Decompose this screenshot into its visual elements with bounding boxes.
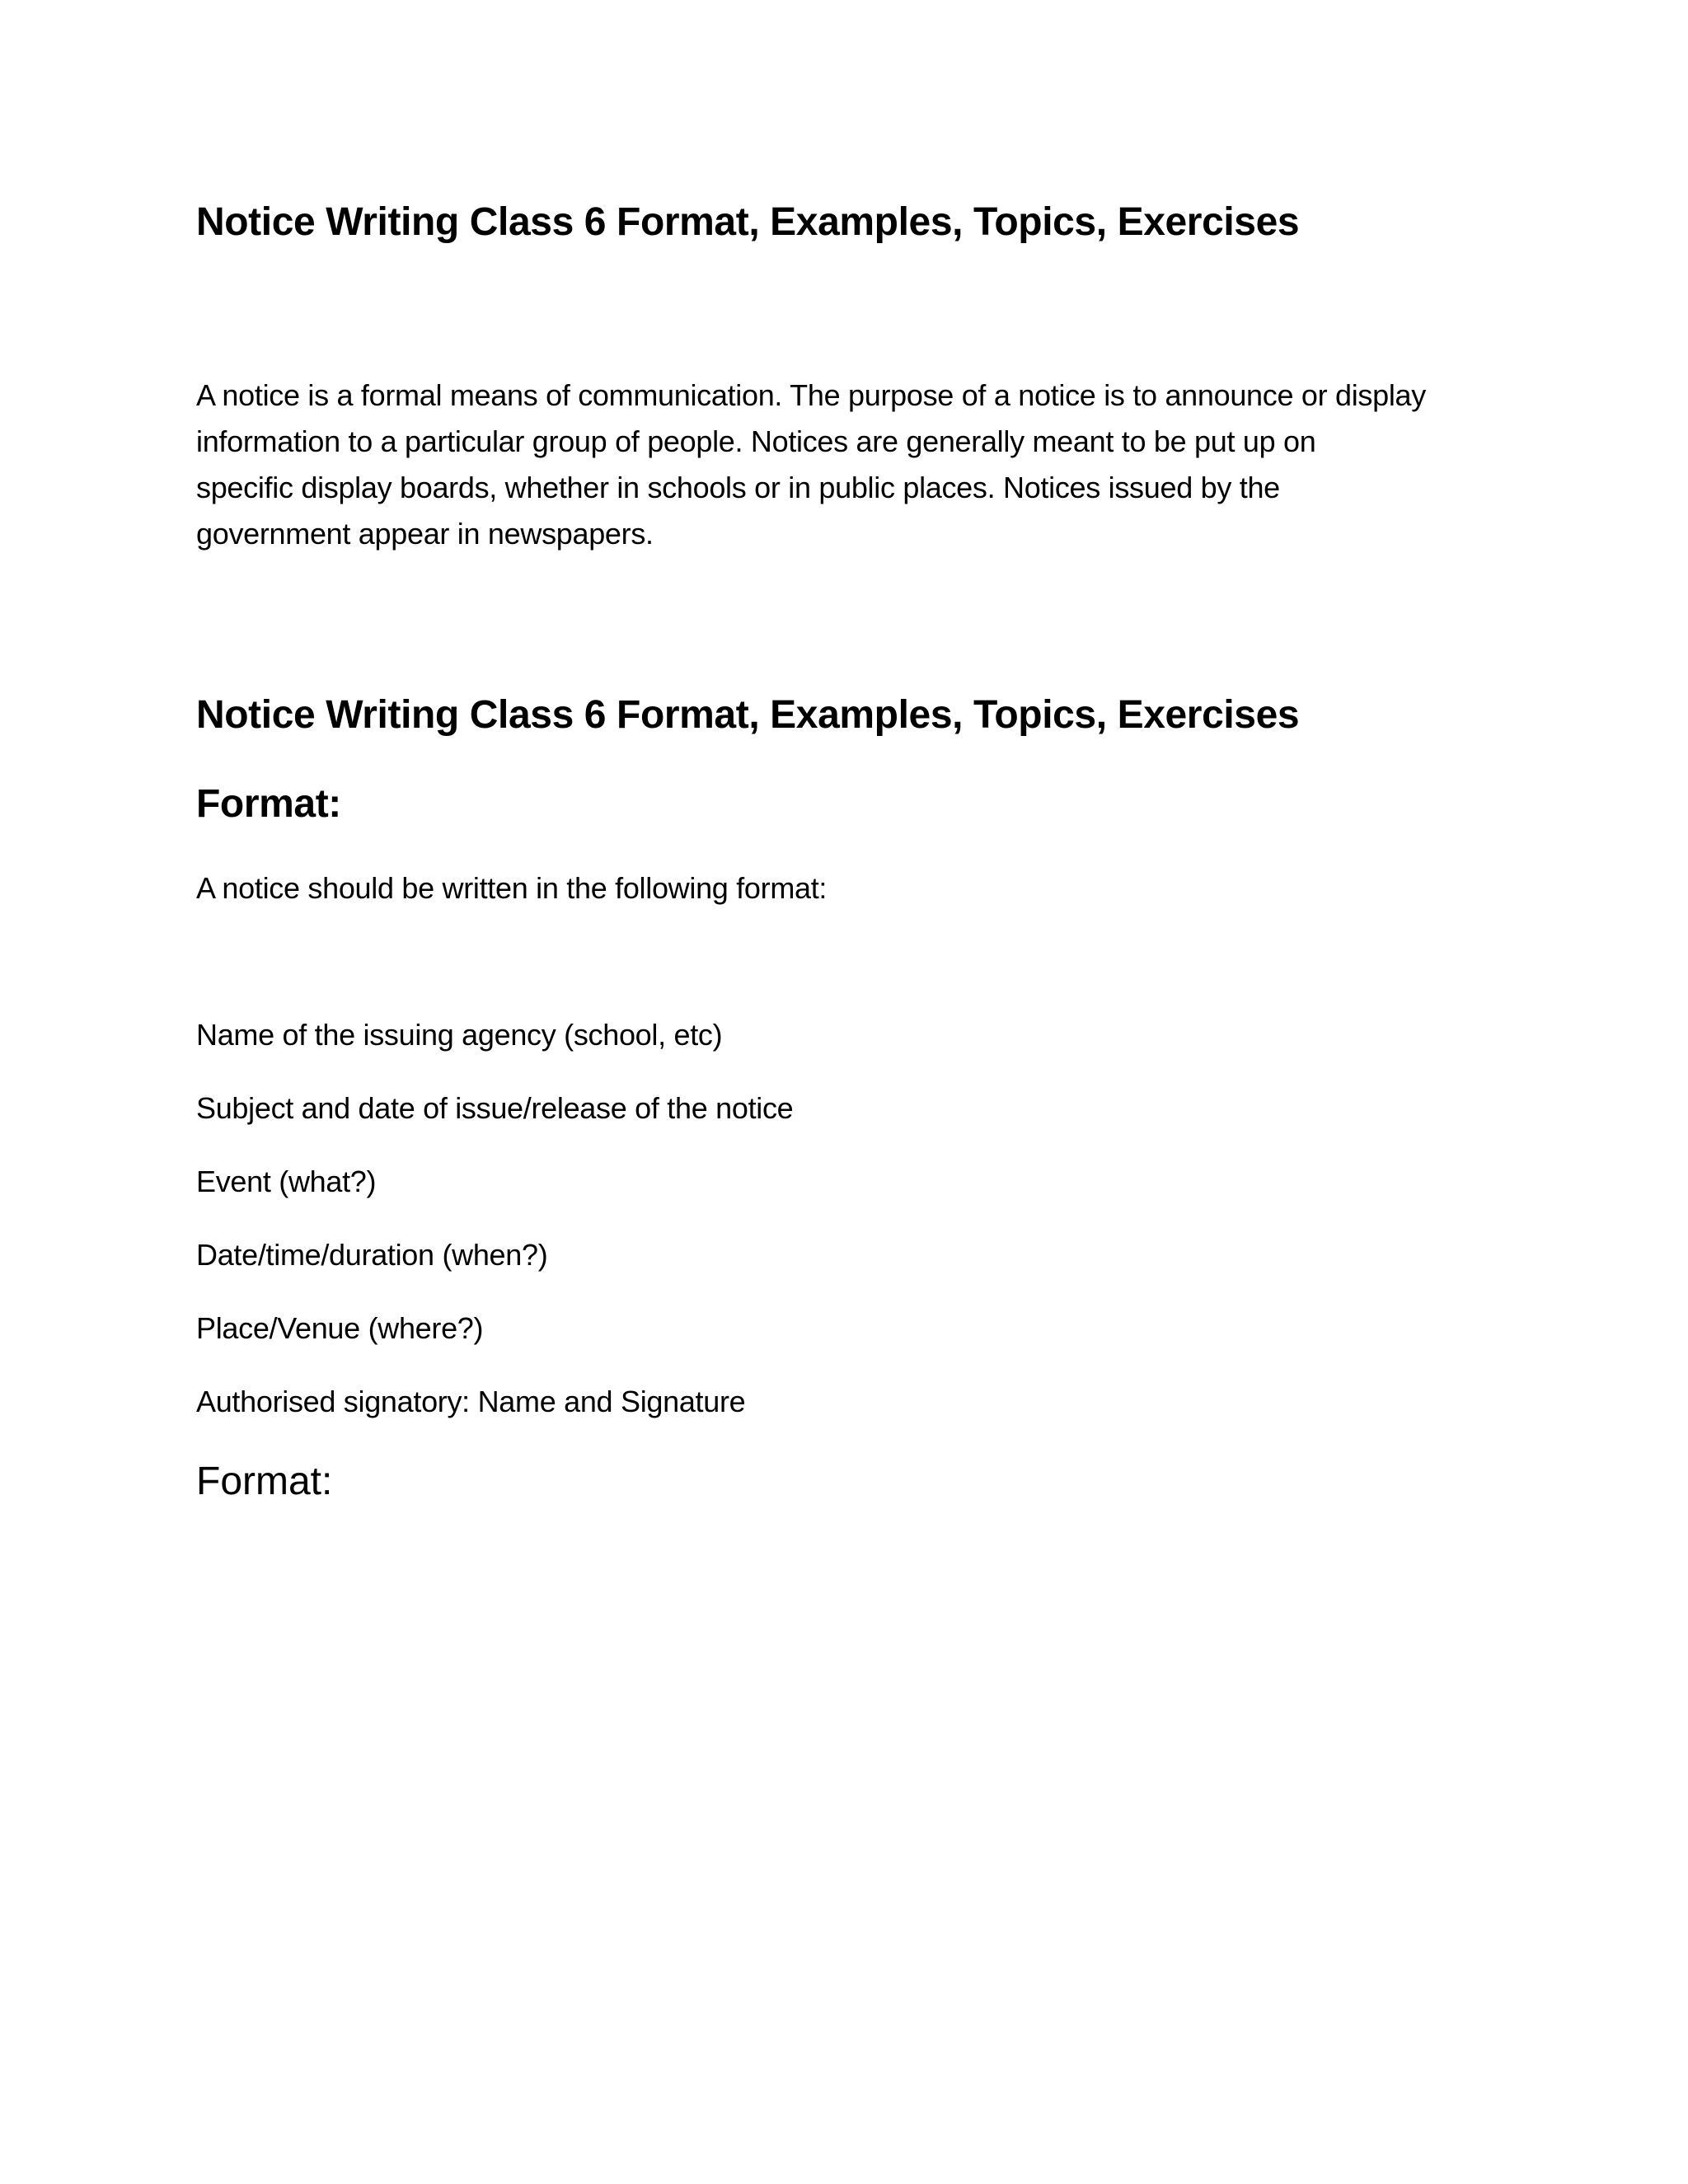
document-title: Notice Writing Class 6 Format, Examples, Topics, Exercises [196, 200, 1300, 244]
format-intro: A notice should be written in the following format: [196, 871, 828, 905]
format-heading-2: Format: [196, 1460, 333, 1503]
intro-line: A notice is a formal means of communication. The purpose of a notice is to announce or display [196, 378, 1426, 412]
format-item-place: Place/Venue (where?) [196, 1311, 484, 1345]
intro-paragraph [196, 373, 1531, 557]
intro-line: government appear in newspapers. [196, 517, 654, 551]
format-item-issuing-agency: Name of the issuing agency (school, etc) [196, 1018, 723, 1052]
section-title: Notice Writing Class 6 Format, Examples, Topics, Exercises [196, 693, 1300, 737]
format-item-date-time: Date/time/duration (when?) [196, 1238, 548, 1272]
format-item-signatory: Authorised signatory: Name and Signature [196, 1385, 746, 1418]
intro-line: specific display boards, whether in schools or in public places. Notices issued by the [196, 471, 1280, 504]
format-item-event: Event (what?) [196, 1165, 377, 1198]
format-item-subject-date: Subject and date of issue/release of the notice [196, 1091, 794, 1125]
format-heading: Format: [196, 782, 341, 826]
intro-line: information to a particular group of people. Notices are generally meant to be put up on [196, 424, 1316, 458]
